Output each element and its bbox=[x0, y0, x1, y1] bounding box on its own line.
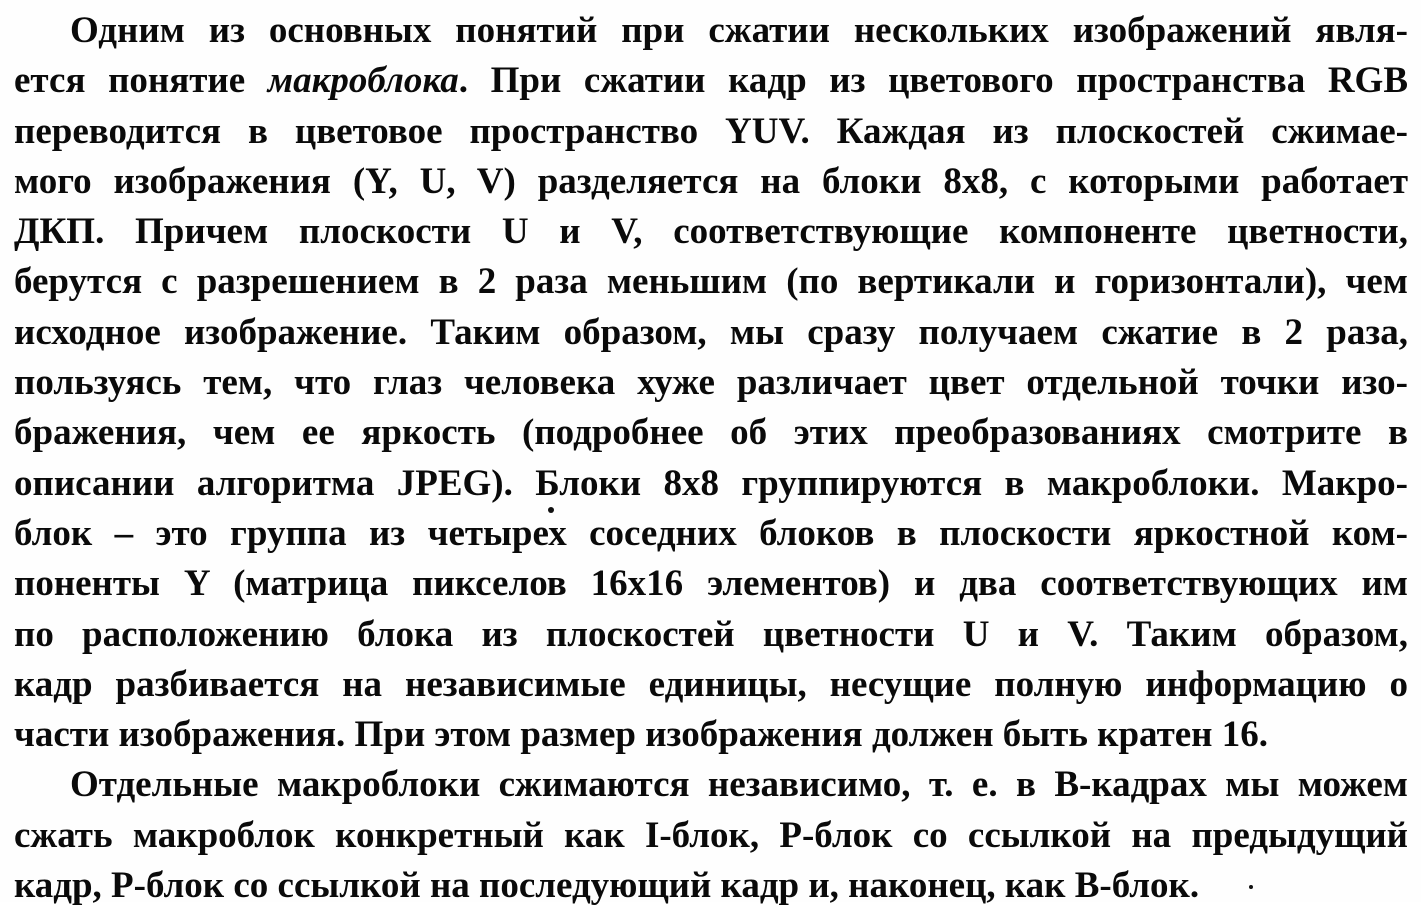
text-line: кадр разбивается на независимые единицы, несущие полную информацию о bbox=[14, 663, 1408, 705]
body-text bbox=[14, 6, 1408, 911]
text-line: Одним из основных понятий при сжатии нескольких изображений явля- bbox=[70, 10, 1408, 51]
text-line: по расположению блока из плоскостей цветности U и V. Таким образом, bbox=[14, 613, 1408, 655]
text-line: мого изображения (Y, U, V) разделяется на блоки 8x8, с которыми работает bbox=[14, 160, 1408, 202]
text-fragment: . При сжатии кадр из цветового пространства RGB bbox=[458, 60, 1408, 102]
text-line: поненты Y (матрица пикселов 16x16 элементов) и два соответствующих им bbox=[14, 563, 1408, 605]
text-line: сжать макроблок конкретный как I-блок, P-блок со ссылкой на предыдущий bbox=[14, 814, 1408, 856]
text-line bbox=[14, 56, 1408, 106]
text-line: описании алгоритма JPEG). Блоки 8x8 группируются в макроблоки. Макро- bbox=[14, 462, 1408, 504]
text-line: ДКП. Причем плоскости U и V, соответствующие компоненте цветности, bbox=[14, 211, 1408, 253]
paragraph-macroblock-definition bbox=[14, 6, 1408, 760]
text-line: берутся с разрешением в 2 раза меньшим (по вертикали и горизонтали), чем bbox=[14, 261, 1408, 303]
text-fragment: ется понятие bbox=[14, 60, 268, 102]
text-line: кадр, P-блок со ссылкой на последующий кадр и, наконец, как B-блок. bbox=[14, 865, 1200, 907]
paragraph-independent-compression bbox=[14, 760, 1408, 911]
text-line: исходное изображение. Таким образом, мы сразу получаем сжатие в 2 раза, bbox=[14, 311, 1408, 353]
text-line: пользуясь тем, что глаз человека хуже различает цвет отдельной точки изо- bbox=[14, 362, 1408, 404]
text-line: блок – это группа из четырех соседних блоков в плоскости яркостной ком- bbox=[14, 512, 1408, 554]
scan-speck-dot bbox=[1249, 885, 1253, 889]
text-line: Отдельные макроблоки сжимаются независимо, т. е. в B-кадрах мы можем bbox=[70, 764, 1408, 806]
text-line: переводится в цветовое пространство YUV. Каждая из плоскостей сжимае- bbox=[14, 110, 1408, 152]
italic-term: макроблока bbox=[267, 60, 459, 102]
scan-speck-dot bbox=[548, 507, 554, 513]
text-line: бражения, чем ее яркость (подробнее об этих преобразованиях смотрите в bbox=[14, 412, 1408, 454]
text-line: части изображения. При этом размер изображения должен быть кратен 16. bbox=[14, 714, 1268, 756]
